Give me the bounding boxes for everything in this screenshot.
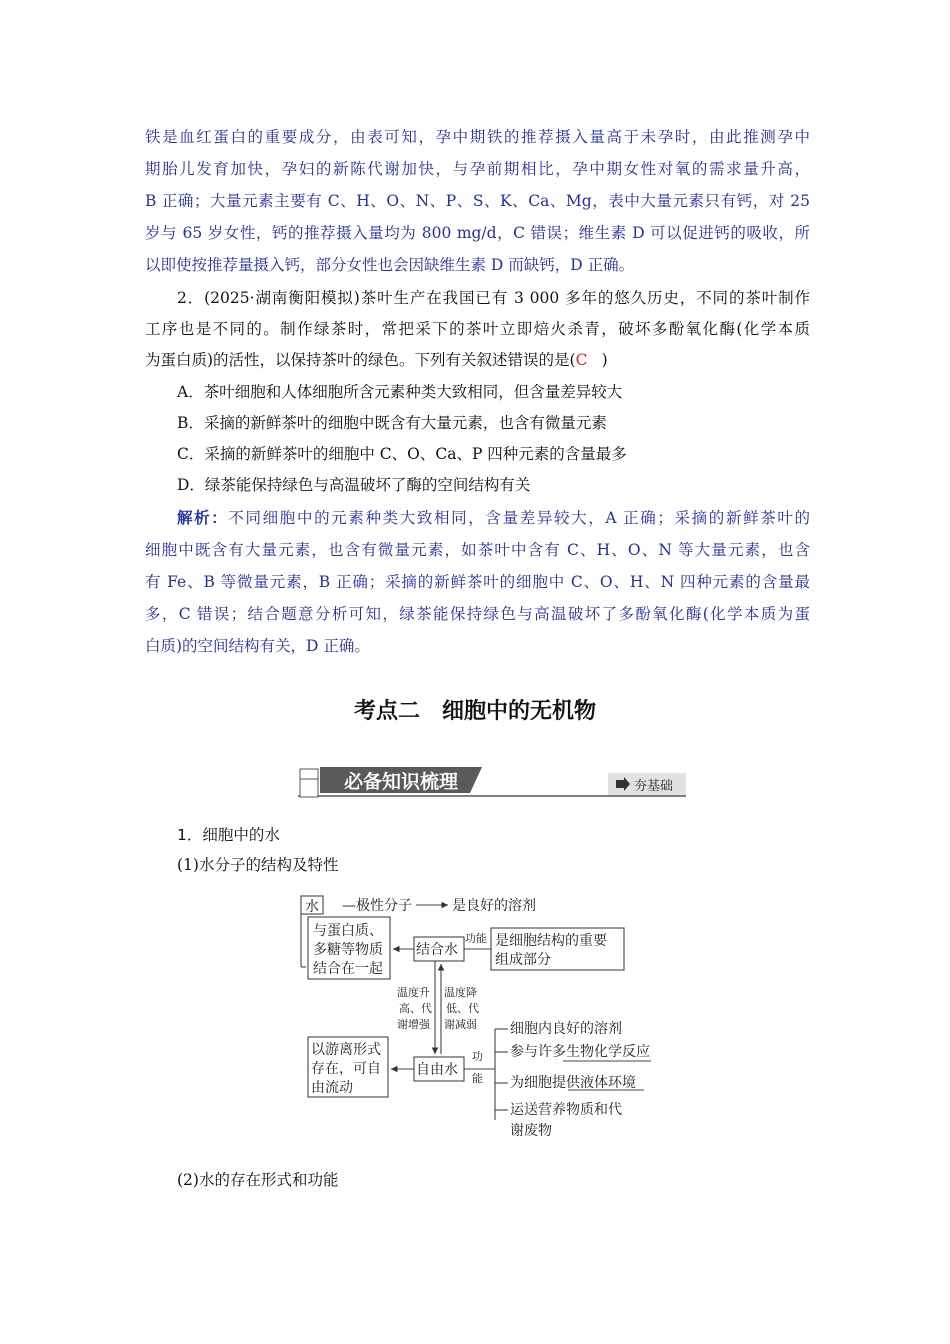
analysis-1 <box>145 121 810 281</box>
option-d: D．绿茶能保持绿色与高温破坏了酶的空间结构有关 <box>177 476 531 494</box>
free-left-line: 由流动 <box>311 1080 353 1096</box>
analysis-2-line: 细胞中既含有大量元素，也含有微量元素，如茶叶中含有 C、H、O、N 等大量元素，也含 <box>145 541 810 559</box>
analysis-1-line: 以即使按推荐量摄入钙，部分女性也会因缺维生素 D 而缺钙，D 正确。 <box>145 256 635 274</box>
bound-left-line: 结合在一起 <box>313 961 383 977</box>
question-2-line: 2．(2025·湖南衡阳模拟)茶叶生产在我国已有 3 000 多年的悠久历史，不同的茶叶制作 <box>177 289 810 307</box>
question-2-line: 工序也是不同的。制作绿茶时，常把采下的茶叶立即焙火杀青，破坏多酚氧化酶(化学本质 <box>145 320 810 338</box>
free-left-line: 以游离形式 <box>311 1042 381 1058</box>
temp-down-line: 温度降 <box>444 986 477 999</box>
analysis-1-line: 铁是血红蛋白的重要成分，由表可知，孕中期铁的推荐摄入量高于未孕时，由此推测孕中 <box>145 128 810 146</box>
banner-label: 必备知识梳理 <box>343 771 459 793</box>
option-c: C．采摘的新鲜茶叶的细胞中 C、O、Ca、P 四种元素的含量最多 <box>177 445 627 463</box>
bound-left-line: 与蛋白质、 <box>313 923 383 939</box>
water-diagram <box>298 892 658 1142</box>
question-2-line: 为蛋白质)的活性，以保持茶叶的绿色。下列有关叙述错误的是(C ) <box>145 345 810 376</box>
polar-label: —极性分子 <box>342 898 412 914</box>
analysis-2 <box>145 502 810 662</box>
bound-func-line: 是细胞结构的重要 <box>495 933 607 949</box>
option-b: B．采摘的新鲜茶叶的细胞中既含有大量元素，也含有微量元素 <box>177 414 607 432</box>
analysis-label: 解析： <box>177 508 229 527</box>
temp-down-line: 谢减弱 <box>444 1018 477 1031</box>
analysis-1-line: 期胎儿发育加快，孕妇的新陈代谢加快，与孕前期相比，孕中期女性对氧的需求量升高， <box>145 160 810 178</box>
analysis-1-line: 岁与 65 岁女性，钙的推荐摄入量均为 800 mg/d，C 错误；维生素 D 可以促进钙的吸收，所 <box>145 224 810 242</box>
water-sub-2: (2)水的存在形式和功能 <box>177 1171 339 1189</box>
banner-tag: 夯基础 <box>634 779 674 794</box>
section-title: 考点二 细胞中的无机物 <box>353 699 596 724</box>
bound-func-label: 功能 <box>465 932 487 945</box>
analysis-2-line: 有 Fe、B 等微量元素，B 正确；采摘的新鲜茶叶的细胞中 C、O、H、N 四种元素的含量最 <box>145 573 810 591</box>
analysis-2-line: 白质)的空间结构有关，D 正确。 <box>145 637 370 655</box>
analysis-2-line: 多，C 错误；结合题意分析可知，绿茶能保持绿色与高温破坏了多酚氧化酶(化学本质为蛋 <box>145 605 810 623</box>
solvent-label: 是良好的溶剂 <box>452 898 536 914</box>
free-func-item: 为细胞提供液体环境 <box>510 1075 636 1091</box>
bound-water-label: 结合水 <box>416 942 458 958</box>
free-func-item: 细胞内良好的溶剂 <box>510 1021 622 1037</box>
analysis-1-line: B 正确；大量元素主要有 C、H、O、N、P、S、K、Ca、Mg，表中大量元素只有钙，对 25 <box>145 192 810 210</box>
temp-up-line: 高、代 <box>399 1002 432 1015</box>
temp-down-line: 低、代 <box>446 1002 479 1015</box>
water-sub-1: (1)水分子的结构及特性 <box>177 856 339 874</box>
water-heading: 1．细胞中的水 <box>177 826 280 844</box>
temp-up-line: 温度升 <box>397 986 430 999</box>
root-label: 水 <box>305 899 319 915</box>
bound-func-line: 组成部分 <box>495 952 551 968</box>
free-func-label: 功 <box>472 1050 483 1063</box>
answer-mark: C <box>575 351 588 369</box>
question-2-stem <box>145 283 810 376</box>
free-func-label: 能 <box>472 1072 483 1085</box>
free-left-line: 存在，可自 <box>311 1061 381 1077</box>
option-a: A．茶叶细胞和人体细胞所含元素种类大致相同，但含量差异较大 <box>177 383 623 401</box>
free-water-label: 自由水 <box>416 1062 458 1078</box>
bound-left-line: 多糖等物质 <box>313 942 383 958</box>
temp-up-line: 谢增强 <box>397 1018 430 1031</box>
free-func-item: 运送营养物质和代 <box>510 1102 622 1118</box>
free-func-item: 谢废物 <box>510 1123 552 1139</box>
knowledge-banner <box>298 765 686 799</box>
analysis-2-line: 解析：不同细胞中的元素种类大致相同，含量差异较大，A 正确；采摘的新鲜茶叶的 <box>177 508 810 527</box>
free-func-item: 参与许多生物化学反应 <box>510 1044 650 1060</box>
